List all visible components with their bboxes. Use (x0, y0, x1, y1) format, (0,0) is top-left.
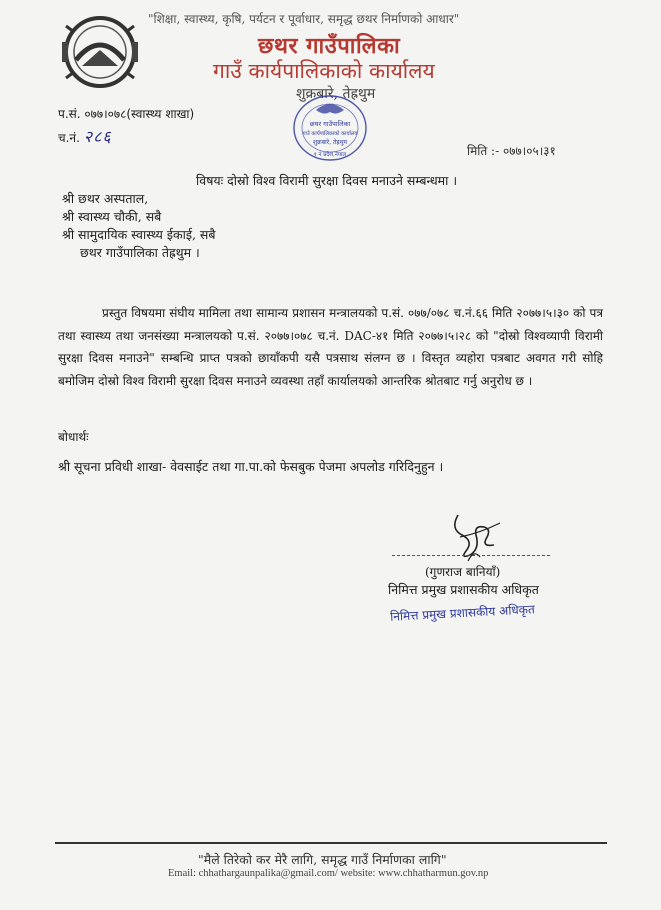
signatory-title: निमित्त प्रमुख प्रशासकीय अधिकृत (388, 582, 539, 597)
office-subtitle: गाउँ कार्यपालिकाको कार्यालय (213, 59, 435, 83)
stamp-line-3: शुक्रबारे, तेह्रथुम (313, 139, 347, 146)
reference-number: प.सं. ०७७।०७८(स्वास्थ्य शाखा) (58, 107, 195, 121)
signature-line (392, 555, 550, 556)
recipient-line: छथर गाउँपालिका तेह्रथुम । (80, 245, 200, 260)
stamp-line-4: १ नं प्रदेश,नेपाल (313, 152, 347, 158)
letter-subject: विषयः दोस्रो विश्व विरामी सुरक्षा दिवस मनाउने सम्बन्धमा । (196, 173, 458, 188)
nepal-emblem-logo (60, 12, 140, 92)
bodarth-label: बोधार्थः (58, 430, 89, 444)
header-slogan: "शिक्षा, स्वास्थ्य, कृषि, पर्यटन र पूर्वाधार, समृद्ध छथर निर्माणको आधार" (148, 12, 460, 26)
stamp-line-2: गाउँ कार्यपालिकाको कार्यालय (302, 131, 358, 137)
footer-divider (55, 842, 607, 844)
stamp-line-1: छथर गाउँपालिका (309, 120, 351, 128)
recipient-line: श्री छथर अस्पताल, (62, 191, 149, 206)
office-name: छथर गाउँपालिका (258, 33, 401, 59)
handwritten-signature (440, 505, 520, 565)
footer-slogan: "मैले तिरेको कर मेरै लागि, समृद्ध गाउँ निर्माणका लागि" (198, 852, 447, 867)
signatory-name: (गुणराज बानियाँ) (425, 565, 501, 579)
info-cc-line: श्री सूचना प्रविधी शाखा- वेवसाईट तथा गा.पा.को फेसबुक पेजमा अपलोड गरिदिनुहुन । (58, 459, 444, 474)
office-seal-stamp (278, 90, 370, 170)
signatory-stamp: निमित्त प्रमुख प्रशासकीय अधिकृत (389, 602, 536, 624)
recipient-line: श्री सामुदायिक स्वास्थ्य ईकाई, सबै (62, 227, 216, 242)
footer-contact: Email: chhathargaunpalika@gmail.com/ website: www.chhatharmun.gov.np (168, 868, 489, 879)
chalani-number: च.नं. २८६ (58, 127, 112, 146)
letter-date: मिति :- ०७७।०५।३१ (467, 144, 556, 158)
office-location: शुक्रबारे, तेह्रथुम (296, 86, 376, 102)
letter-body: प्रस्तुत विषयमा संघीय मामिला तथा सामान्य प्रशासन मन्त्रालयको प.सं. ०७७/०७८ च.नं.६६ मिति २०७७।५।३० को पत्र तथा स्वास्थ्य तथा जनसंख्या मन्त्रालयको प.सं. २०७७।०७८ च.नं. DAC-४१ मिति २०७७।५।२८ को "दोस्रो विश्वव्यापी विरामी सुरक्षा दिवस मनाउने" सम्बन्धि प्राप्त पत्रको छायाँकपी यसै पत्रसाथ संलग्न छ । विस्तृत व्यहोरा पत्रबाट अवगत गरी सोहि बमोजिम दोस्रो विश्व विरामी सुरक्षा दिवस मनाउने व्यवस्था तहाँ कार्यालयको आन्तरिक श्रोतबाट गर्नु अनुरोध छ । (58, 306, 603, 388)
handwritten-number: २८६ (83, 127, 112, 146)
recipient-line: श्री स्वास्थ्य चौकी, सबै (62, 209, 162, 224)
